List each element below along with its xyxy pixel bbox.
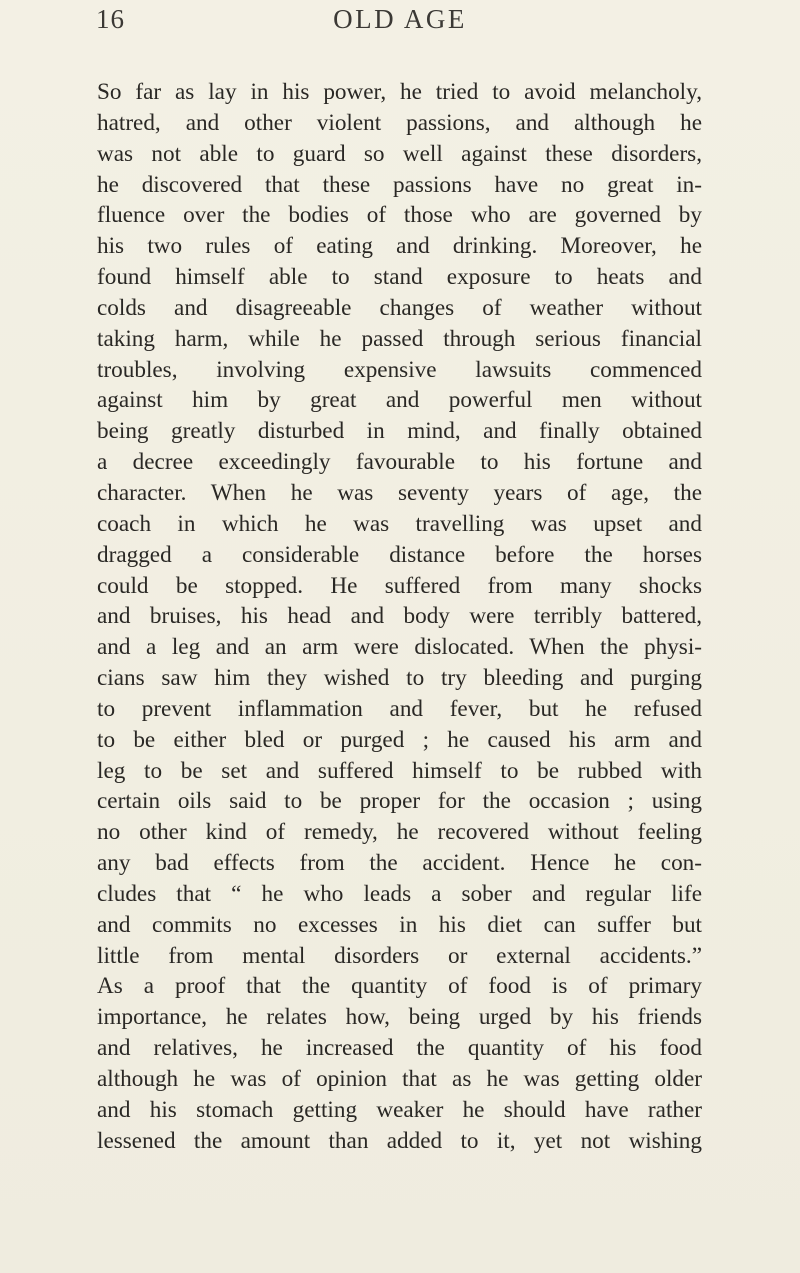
text-line: dragged a considerable distance before the horses — [97, 541, 702, 568]
text-line: taking harm, while he passed through serious financial — [97, 325, 702, 352]
text-line: colds and disagreeable changes of weather without — [97, 294, 702, 321]
running-head: OLD AGE — [333, 4, 467, 34]
text-line: to be either bled or purged ; he caused his arm and — [97, 726, 702, 753]
text-line: lessened the amount than added to it, yet not wishing — [97, 1127, 702, 1154]
page-number: 16 — [96, 4, 125, 34]
text-line: cludes that “ he who leads a sober and regular life — [97, 880, 702, 907]
text-line: and his stomach getting weaker he should have rather — [97, 1096, 702, 1123]
text-line: hatred, and other violent passions, and although he — [97, 109, 702, 136]
text-line: a decree exceedingly favourable to his fortune and — [97, 449, 702, 476]
text-line: As a proof that the quantity of food is of primary — [97, 973, 702, 1000]
text-line: and relatives, he increased the quantity of his food — [97, 1035, 702, 1062]
text-line: coach in which he was travelling was upset and — [97, 510, 702, 537]
text-line: was not able to guard so well against these disorders, — [97, 140, 702, 167]
text-line: little from mental disorders or external accidents.” — [97, 942, 702, 969]
text-line: cians saw him they wished to try bleeding and purging — [97, 665, 702, 692]
text-line: and commits no excesses in his diet can suffer but — [97, 911, 702, 938]
text-line: although he was of opinion that as he was getting older — [97, 1066, 702, 1092]
text-line: importance, he relates how, being urged by his friends — [97, 1004, 702, 1031]
body-text — [97, 77, 702, 1157]
text-line: he discovered that these passions have no great in- — [97, 171, 702, 198]
text-line: his two rules of eating and drinking. Moreover, he — [97, 233, 702, 260]
text-line: So far as lay in his power, he tried to avoid melancholy, — [97, 79, 702, 105]
text-line: found himself able to stand exposure to heats and — [97, 264, 702, 291]
text-line: no other kind of remedy, he recovered without feeling — [97, 819, 702, 846]
text-line: against him by great and powerful men without — [97, 387, 702, 414]
text-line: being greatly disturbed in mind, and finally obtained — [97, 418, 702, 445]
text-line: and a leg and an arm were dislocated. When the physi- — [97, 634, 702, 661]
text-line: could be stopped. He suffered from many shocks — [97, 572, 702, 599]
text-line: leg to be set and suffered himself to be rubbed with — [97, 757, 702, 784]
page-header — [0, 4, 800, 44]
text-line: character. When he was seventy years of age, the — [97, 479, 702, 506]
text-line: and bruises, his head and body were terribly battered, — [97, 603, 702, 630]
text-line: to prevent inflammation and fever, but he refused — [97, 695, 702, 722]
text-line: fluence over the bodies of those who are governed by — [97, 202, 702, 229]
text-line: certain oils said to be proper for the occasion ; using — [97, 788, 702, 815]
text-line: troubles, involving expensive lawsuits commenced — [97, 356, 702, 383]
text-line: any bad effects from the accident. Hence he con- — [97, 850, 702, 877]
